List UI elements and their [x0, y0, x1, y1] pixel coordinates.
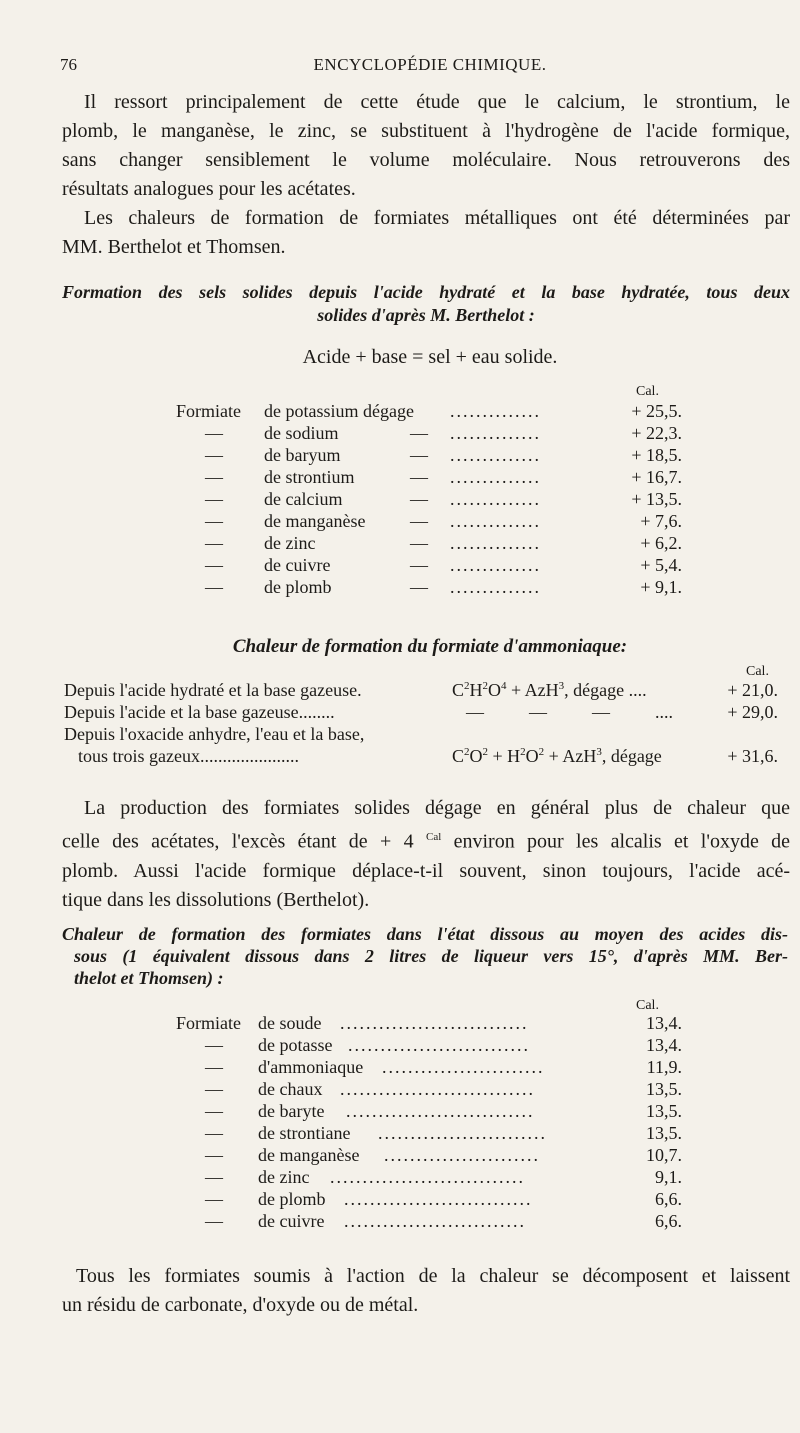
row-metal: de zinc [264, 533, 316, 553]
row-prefix: — [205, 467, 223, 487]
row-metal: de sodium [264, 423, 339, 443]
text-line: tique dans les dissolutions (Berthelot). [62, 888, 370, 911]
row-prefix: — [205, 1145, 223, 1165]
row-metal: de manganèse [264, 511, 366, 531]
row-metal: de baryum [264, 445, 341, 465]
section2-heading: Chaleur de formation du formiate d'ammoniaque: [232, 636, 628, 657]
row-value: + 16,7. [631, 467, 682, 487]
unit-sup: Cal [426, 831, 442, 843]
row-dots: .............. [450, 401, 541, 421]
table-row [0, 1034, 800, 1056]
table-row [0, 510, 800, 532]
row-dots: .............. [450, 489, 541, 509]
row-prefix: — [205, 1123, 223, 1143]
ammonium-row3-value: + 31,6. [727, 746, 778, 766]
row-label: de baryte [258, 1101, 325, 1121]
section1-heading-line2: solides d'après M. Berthelot : [317, 305, 535, 325]
text-line: La production des formiates solides dégage en général plus de chaleur que [84, 797, 790, 819]
text-line: MM. Berthelot et Thomsen. [62, 236, 286, 258]
row-label: de manganèse [258, 1145, 360, 1165]
text-line [62, 823, 790, 857]
ammonium-row3-formula: $C^2O^2 + H^2O^2 + AzH^3$, dégage [452, 746, 662, 766]
row-value: 6,6. [655, 1211, 682, 1231]
row-metal: de plomb [264, 577, 332, 597]
table-row [0, 1078, 800, 1100]
text-fragment: + 4 [380, 830, 414, 853]
unit-label: Cal. [746, 664, 769, 679]
row-prefix: Formiate [176, 401, 241, 421]
equation: Acide + base = sel + eau solide. [302, 346, 558, 368]
row-dots: ......................... [382, 1057, 545, 1077]
ammonium-row3-label-a: Depuis l'oxacide anhydre, l'eau et la base, [64, 724, 365, 744]
unit-label: Cal. [636, 998, 659, 1013]
running-title: ENCYCLOPÉDIE CHIMIQUE. [313, 55, 547, 74]
section3-heading-line1: Chaleur de formation des formiates dans l'état dissous au moyen des acides dis- [62, 924, 788, 944]
text-line: Il ressort principalement de cette étude que le calcium, le strontium, le [84, 91, 790, 113]
paragraph-2 [62, 794, 790, 915]
text-line: résultats analogues pour les acétates. [62, 178, 356, 200]
text-line: plomb, le manganèse, le zinc, se substituent à l'hydrogène de l'acide formique, [62, 120, 790, 142]
row-dots: ............................. [344, 1189, 533, 1209]
ammonium-row3-label-b: tous trois gazeux...................... [78, 746, 299, 766]
row-metal: de strontium [264, 467, 355, 487]
row-prefix: Formiate [176, 1013, 241, 1033]
row-value: 6,6. [655, 1189, 682, 1209]
row-dash: — [410, 555, 428, 575]
text-line: sans changer sensiblement le volume moléculaire. Nous retrouverons des [62, 149, 790, 171]
row-dash: — [410, 533, 428, 553]
ammonium-row1-label: Depuis l'acide hydraté et la base gazeuse. [64, 680, 362, 700]
row-dots: ............................ [344, 1211, 526, 1231]
table-row [0, 400, 800, 422]
formula-tail: , dégage .... [564, 680, 647, 700]
row-prefix: — [205, 1079, 223, 1099]
table-row [0, 576, 800, 598]
row-dots: .............. [450, 511, 541, 531]
row-metal: de potassium dégage [264, 401, 414, 421]
text-fragment: environ pour les alcalis et l'oxyde de [453, 830, 791, 853]
row-value: + 7,6. [640, 511, 682, 531]
ammonium-row2-dashes: — — — .... [466, 702, 673, 722]
section3-heading-line3: thelot et Thomsen) : [74, 968, 224, 988]
row-prefix: — [205, 1189, 223, 1209]
row-label: de potasse [258, 1035, 333, 1055]
section1-heading-line1: Formation des sels solides depuis l'acide hydraté et la base hydratée, tous deux [62, 282, 790, 302]
ammonium-row1-value: + 21,0. [727, 680, 778, 700]
row-prefix: — [205, 1211, 223, 1231]
table-row [0, 1100, 800, 1122]
table-row [0, 488, 800, 510]
row-value: 13,4. [646, 1035, 682, 1055]
row-prefix: — [205, 489, 223, 509]
page-number: 76 [60, 55, 77, 74]
row-value: + 25,5. [631, 401, 682, 421]
row-label: de strontiane [258, 1123, 351, 1143]
row-label: de cuivre [258, 1211, 325, 1231]
row-value: 13,5. [646, 1079, 682, 1099]
ammonium-row2-label: Depuis l'acide et la base gazeuse........ [64, 702, 335, 722]
row-dots: ............................ [348, 1035, 530, 1055]
row-value: 13,5. [646, 1101, 682, 1121]
row-prefix: — [205, 1035, 223, 1055]
row-value: + 6,2. [640, 533, 682, 553]
row-value: + 13,5. [631, 489, 682, 509]
row-prefix: — [205, 555, 223, 575]
table-row [0, 444, 800, 466]
table-row [0, 532, 800, 554]
row-dots: .............. [450, 467, 541, 487]
text-line: un résidu de carbonate, d'oxyde ou de métal. [62, 1294, 419, 1316]
text-line: Les chaleurs de formation de formiates métalliques ont été déterminées par [84, 207, 790, 229]
text-line: Tous les formiates soumis à l'action de la chaleur se décomposent et laissent [76, 1265, 790, 1287]
table-row [0, 554, 800, 576]
row-prefix: — [205, 1167, 223, 1187]
row-prefix: — [205, 445, 223, 465]
intro-paragraph [62, 88, 790, 262]
row-value: 9,1. [655, 1167, 682, 1187]
row-dots: ............................. [340, 1013, 529, 1033]
closing-paragraph [62, 1262, 790, 1320]
row-prefix: — [205, 1057, 223, 1077]
row-dash: — [410, 423, 428, 443]
ammonium-row1-formula: $C^2H^2O^4 + AzH^3$, dégage .... [452, 680, 647, 700]
table-row [0, 1144, 800, 1166]
row-dots: ........................ [384, 1145, 540, 1165]
row-label: de zinc [258, 1167, 310, 1187]
row-value: + 9,1. [640, 577, 682, 597]
row-dots: .......................... [378, 1123, 547, 1143]
row-dots: .............. [450, 577, 541, 597]
row-prefix: — [205, 423, 223, 443]
row-prefix: — [205, 533, 223, 553]
formula-tail: , dégage [601, 746, 662, 766]
text-line: plomb. Aussi l'acide formique déplace-t-il souvent, sinon toujours, l'acide acé- [62, 859, 790, 882]
table-row [0, 1012, 800, 1034]
table-row [0, 422, 800, 444]
row-prefix: — [205, 511, 223, 531]
row-value: + 5,4. [640, 555, 682, 575]
row-value: + 22,3. [631, 423, 682, 443]
table-row [0, 1122, 800, 1144]
row-label: d'ammoniaque [258, 1057, 364, 1077]
row-dash: — [410, 489, 428, 509]
table-row [0, 1056, 800, 1078]
row-dots: .............................. [330, 1167, 525, 1187]
row-label: de soude [258, 1013, 322, 1033]
row-dots: .............. [450, 445, 541, 465]
row-dots: .............................. [340, 1079, 535, 1099]
row-dash: — [410, 511, 428, 531]
row-dash: — [410, 577, 428, 597]
row-dots: .............. [450, 533, 541, 553]
row-dots: ............................. [346, 1101, 535, 1121]
row-value: 11,9. [646, 1057, 682, 1077]
row-value: 10,7. [646, 1145, 682, 1165]
unit-label: Cal. [636, 384, 659, 399]
row-value: + 18,5. [631, 445, 682, 465]
row-metal: de calcium [264, 489, 343, 509]
row-prefix: — [205, 1101, 223, 1121]
row-label: de plomb [258, 1189, 326, 1209]
row-dash: — [410, 445, 428, 465]
table-row [0, 1166, 800, 1188]
ammonium-row2-value: + 29,0. [727, 702, 778, 722]
table-row [0, 466, 800, 488]
row-value: 13,5. [646, 1123, 682, 1143]
row-dots: .............. [450, 423, 541, 443]
row-prefix: — [205, 577, 223, 597]
table-row [0, 1188, 800, 1210]
row-value: 13,4. [646, 1013, 682, 1033]
text-fragment: celle des acétates, l'excès étant de [62, 830, 368, 853]
row-dash: — [410, 467, 428, 487]
row-label: de chaux [258, 1079, 323, 1099]
table-row [0, 1210, 800, 1232]
row-metal: de cuivre [264, 555, 331, 575]
section3-heading-line2: sous (1 équivalent dissous dans 2 litres de liqueur vers 15°, d'après MM. Ber- [74, 946, 788, 966]
row-dots: .............. [450, 555, 541, 575]
